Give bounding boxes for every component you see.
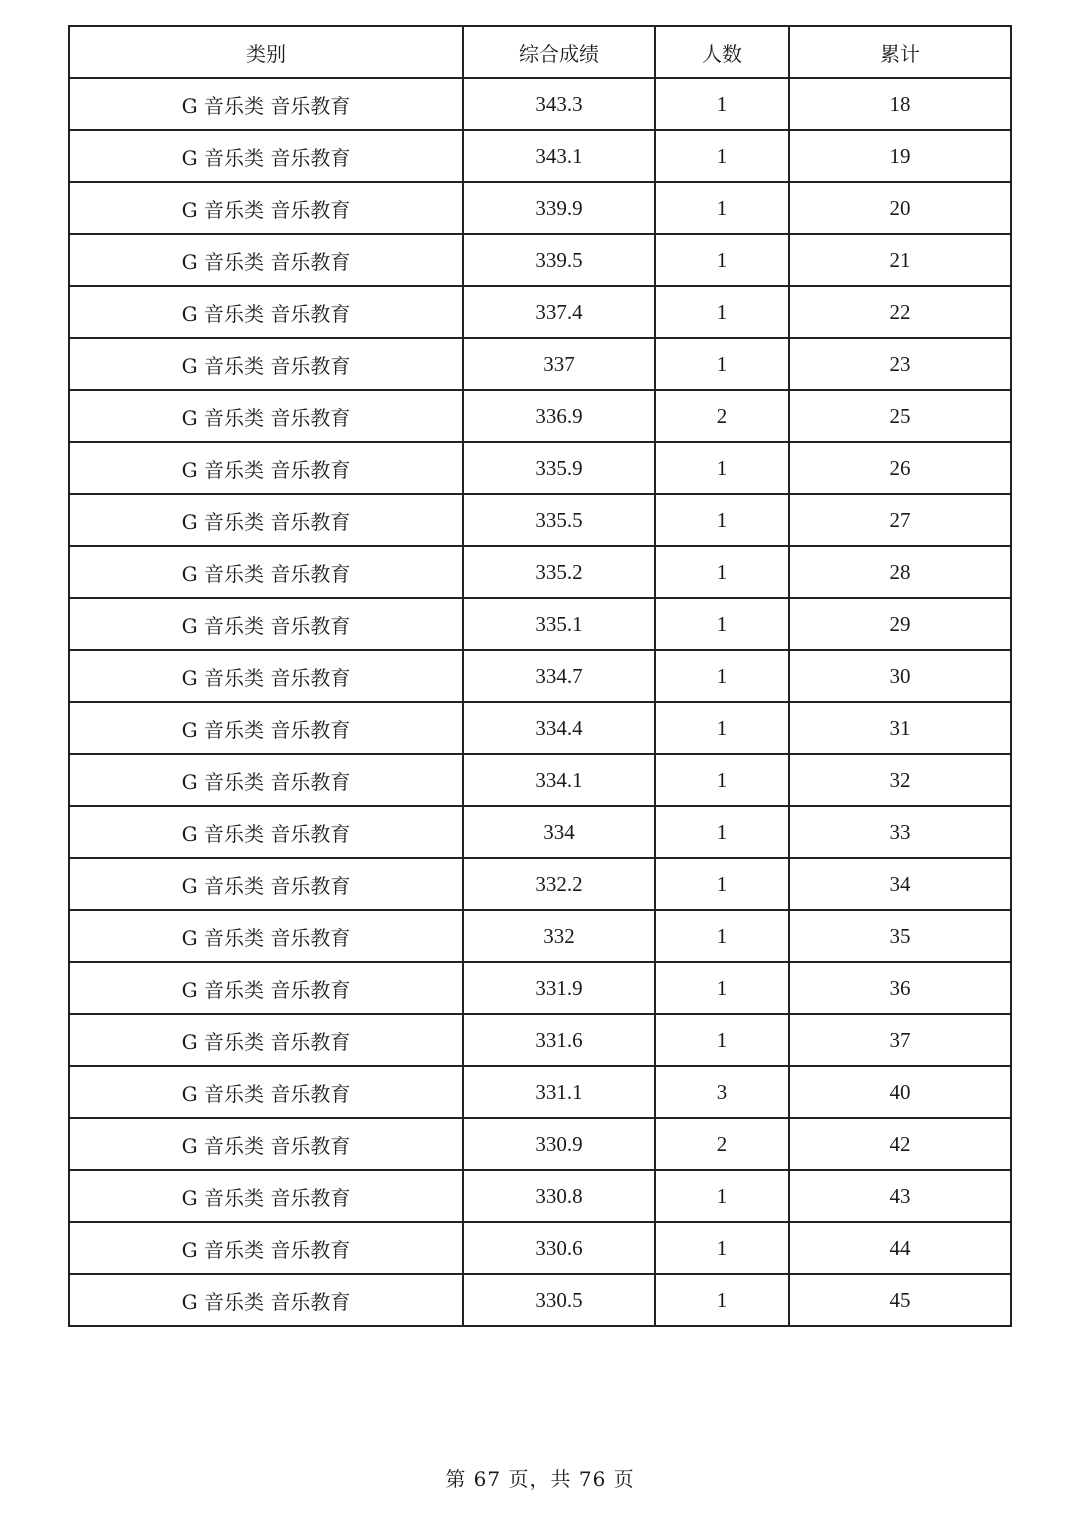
table-row bbox=[69, 1222, 1011, 1274]
cell-score: 335.9 bbox=[463, 442, 655, 494]
cell-count: 1 bbox=[655, 1170, 789, 1222]
cell-total: 21 bbox=[789, 234, 1011, 286]
cell-score: 331.6 bbox=[463, 1014, 655, 1066]
header-score: 综合成绩 bbox=[463, 26, 655, 78]
table-row bbox=[69, 702, 1011, 754]
cell-count: 1 bbox=[655, 962, 789, 1014]
table-row bbox=[69, 286, 1011, 338]
cell-score: 337 bbox=[463, 338, 655, 390]
cell-category: G 音乐类 音乐教育 bbox=[69, 1170, 463, 1222]
cell-category: G 音乐类 音乐教育 bbox=[69, 286, 463, 338]
table-row bbox=[69, 1014, 1011, 1066]
cell-total: 29 bbox=[789, 598, 1011, 650]
cell-total: 22 bbox=[789, 286, 1011, 338]
header-total: 累计 bbox=[789, 26, 1011, 78]
cell-count: 1 bbox=[655, 1014, 789, 1066]
table-row bbox=[69, 546, 1011, 598]
table-row bbox=[69, 1170, 1011, 1222]
cell-total: 32 bbox=[789, 754, 1011, 806]
table-row bbox=[69, 442, 1011, 494]
cell-score: 332.2 bbox=[463, 858, 655, 910]
cell-total: 42 bbox=[789, 1118, 1011, 1170]
table-body bbox=[69, 78, 1011, 1326]
cell-category: G 音乐类 音乐教育 bbox=[69, 962, 463, 1014]
cell-score: 335.5 bbox=[463, 494, 655, 546]
cell-count: 1 bbox=[655, 910, 789, 962]
table-row bbox=[69, 1066, 1011, 1118]
table-row bbox=[69, 806, 1011, 858]
table-row bbox=[69, 338, 1011, 390]
cell-category: G 音乐类 音乐教育 bbox=[69, 598, 463, 650]
cell-category: G 音乐类 音乐教育 bbox=[69, 494, 463, 546]
cell-score: 339.5 bbox=[463, 234, 655, 286]
cell-total: 31 bbox=[789, 702, 1011, 754]
cell-category: G 音乐类 音乐教育 bbox=[69, 702, 463, 754]
table-row bbox=[69, 234, 1011, 286]
cell-score: 334.7 bbox=[463, 650, 655, 702]
page-number-footer: 第 67 页，共 76 页 bbox=[445, 1467, 635, 1491]
cell-count: 1 bbox=[655, 598, 789, 650]
table-row bbox=[69, 598, 1011, 650]
cell-category: G 音乐类 音乐教育 bbox=[69, 78, 463, 130]
cell-total: 23 bbox=[789, 338, 1011, 390]
cell-category: G 音乐类 音乐教育 bbox=[69, 130, 463, 182]
cell-score: 332 bbox=[463, 910, 655, 962]
cell-category: G 音乐类 音乐教育 bbox=[69, 910, 463, 962]
cell-category: G 音乐类 音乐教育 bbox=[69, 1014, 463, 1066]
cell-total: 20 bbox=[789, 182, 1011, 234]
cell-category: G 音乐类 音乐教育 bbox=[69, 1118, 463, 1170]
table-row bbox=[69, 182, 1011, 234]
cell-category: G 音乐类 音乐教育 bbox=[69, 234, 463, 286]
cell-category: G 音乐类 音乐教育 bbox=[69, 338, 463, 390]
table-row bbox=[69, 1118, 1011, 1170]
cell-score: 331.1 bbox=[463, 1066, 655, 1118]
cell-score: 335.1 bbox=[463, 598, 655, 650]
cell-category: G 音乐类 音乐教育 bbox=[69, 754, 463, 806]
cell-score: 334.1 bbox=[463, 754, 655, 806]
cell-total: 25 bbox=[789, 390, 1011, 442]
cell-total: 30 bbox=[789, 650, 1011, 702]
cell-total: 43 bbox=[789, 1170, 1011, 1222]
table-row bbox=[69, 78, 1011, 130]
header-count: 人数 bbox=[655, 26, 789, 78]
table-row bbox=[69, 754, 1011, 806]
score-table bbox=[68, 25, 1012, 1327]
cell-count: 1 bbox=[655, 1274, 789, 1326]
cell-category: G 音乐类 音乐教育 bbox=[69, 650, 463, 702]
cell-count: 1 bbox=[655, 806, 789, 858]
cell-category: G 音乐类 音乐教育 bbox=[69, 806, 463, 858]
cell-total: 33 bbox=[789, 806, 1011, 858]
table-row bbox=[69, 650, 1011, 702]
cell-total: 18 bbox=[789, 78, 1011, 130]
cell-category: G 音乐类 音乐教育 bbox=[69, 1066, 463, 1118]
table-row bbox=[69, 1274, 1011, 1326]
cell-total: 40 bbox=[789, 1066, 1011, 1118]
cell-category: G 音乐类 音乐教育 bbox=[69, 182, 463, 234]
cell-count: 2 bbox=[655, 1118, 789, 1170]
cell-category: G 音乐类 音乐教育 bbox=[69, 546, 463, 598]
cell-score: 334.4 bbox=[463, 702, 655, 754]
cell-score: 335.2 bbox=[463, 546, 655, 598]
cell-score: 343.3 bbox=[463, 78, 655, 130]
cell-total: 27 bbox=[789, 494, 1011, 546]
cell-category: G 音乐类 音乐教育 bbox=[69, 1274, 463, 1326]
cell-count: 1 bbox=[655, 546, 789, 598]
cell-total: 44 bbox=[789, 1222, 1011, 1274]
cell-count: 1 bbox=[655, 858, 789, 910]
score-table-container bbox=[68, 25, 1010, 1327]
cell-total: 37 bbox=[789, 1014, 1011, 1066]
cell-total: 35 bbox=[789, 910, 1011, 962]
header-category: 类别 bbox=[69, 26, 463, 78]
cell-count: 1 bbox=[655, 338, 789, 390]
cell-count: 3 bbox=[655, 1066, 789, 1118]
cell-count: 1 bbox=[655, 650, 789, 702]
cell-score: 330.5 bbox=[463, 1274, 655, 1326]
cell-count: 1 bbox=[655, 494, 789, 546]
cell-total: 19 bbox=[789, 130, 1011, 182]
table-row bbox=[69, 130, 1011, 182]
table-row bbox=[69, 858, 1011, 910]
table-row bbox=[69, 390, 1011, 442]
cell-count: 1 bbox=[655, 182, 789, 234]
cell-total: 34 bbox=[789, 858, 1011, 910]
cell-score: 330.8 bbox=[463, 1170, 655, 1222]
cell-count: 1 bbox=[655, 702, 789, 754]
cell-count: 1 bbox=[655, 442, 789, 494]
cell-score: 331.9 bbox=[463, 962, 655, 1014]
cell-total: 28 bbox=[789, 546, 1011, 598]
cell-total: 26 bbox=[789, 442, 1011, 494]
cell-score: 330.9 bbox=[463, 1118, 655, 1170]
cell-total: 36 bbox=[789, 962, 1011, 1014]
table-row bbox=[69, 494, 1011, 546]
cell-score: 339.9 bbox=[463, 182, 655, 234]
cell-category: G 音乐类 音乐教育 bbox=[69, 858, 463, 910]
cell-score: 337.4 bbox=[463, 286, 655, 338]
cell-score: 330.6 bbox=[463, 1222, 655, 1274]
cell-score: 343.1 bbox=[463, 130, 655, 182]
cell-count: 1 bbox=[655, 130, 789, 182]
table-row bbox=[69, 962, 1011, 1014]
cell-score: 334 bbox=[463, 806, 655, 858]
cell-category: G 音乐类 音乐教育 bbox=[69, 442, 463, 494]
cell-count: 1 bbox=[655, 78, 789, 130]
cell-count: 1 bbox=[655, 234, 789, 286]
cell-total: 45 bbox=[789, 1274, 1011, 1326]
cell-count: 1 bbox=[655, 1222, 789, 1274]
cell-category: G 音乐类 音乐教育 bbox=[69, 390, 463, 442]
cell-count: 1 bbox=[655, 286, 789, 338]
cell-category: G 音乐类 音乐教育 bbox=[69, 1222, 463, 1274]
cell-count: 1 bbox=[655, 754, 789, 806]
cell-score: 336.9 bbox=[463, 390, 655, 442]
cell-count: 2 bbox=[655, 390, 789, 442]
table-row bbox=[69, 910, 1011, 962]
table-header-row bbox=[69, 26, 1011, 78]
